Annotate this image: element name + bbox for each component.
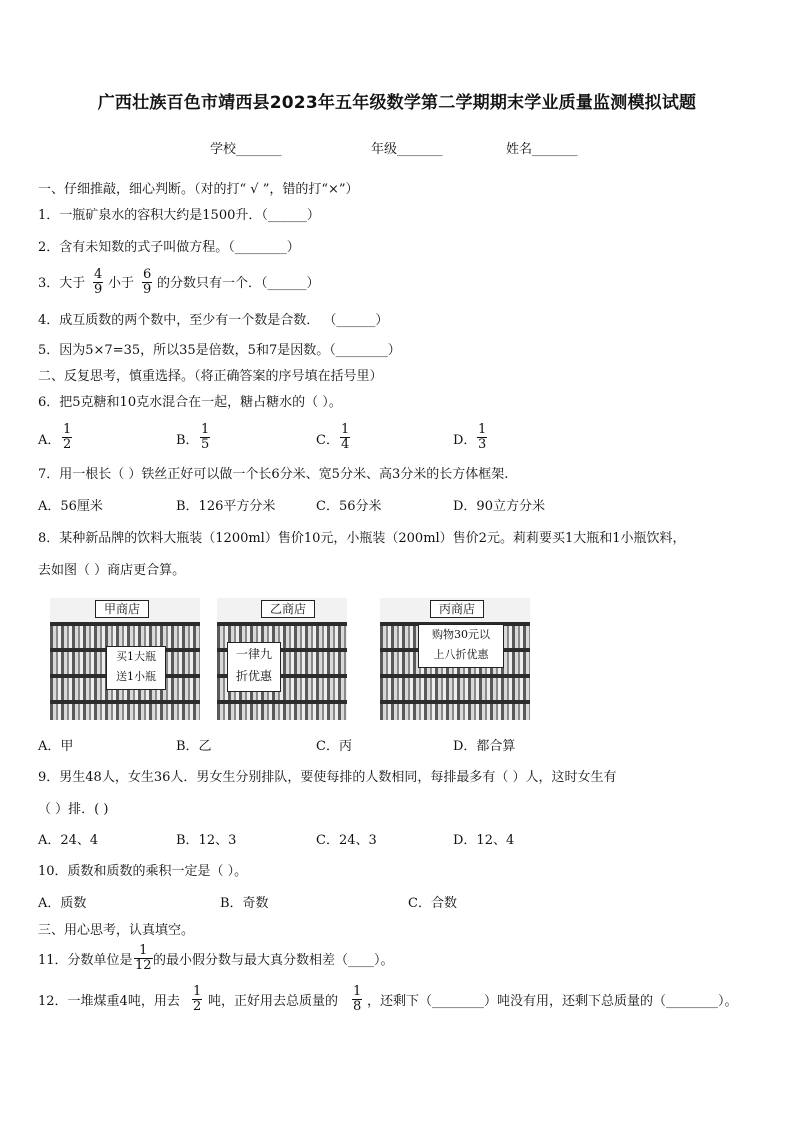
q3-f2-denominator: 9 (143, 282, 152, 297)
q6-b-numerator: 1 (201, 422, 210, 437)
question-8-line-2: 去如图（ ）商店更合算。 (38, 563, 186, 578)
section-1-heading: 一、仔细推敲，细心判断。（对的打“ √ ”，错的打“×”） (38, 182, 359, 197)
q11-denominator: 12 (135, 958, 152, 973)
q3-suffix: 的分数只有一个．（______） (157, 276, 320, 291)
q3-mid: 小于 (108, 276, 135, 291)
q6-option-d-fraction (477, 423, 487, 452)
q10-option-b: B．奇数 (220, 896, 269, 911)
q12-f1-numerator: 1 (193, 984, 202, 999)
name-field[interactable]: 姓名_______ (506, 142, 578, 157)
shop-jia-promo: 买1大瓶 送1小瓶 (106, 646, 166, 690)
q3-prefix: 3．大于 (38, 276, 86, 291)
question-8-line-1: 8．某种新品牌的饮料大瓶装（1200ml）售价10元，小瓶装（200ml）售价2元。莉莉要买1大瓶和1小瓶饮料， (38, 531, 686, 546)
question-2: 2．含有未知数的式子叫做方程。（________） (38, 240, 300, 255)
shop-yi-promo: 一律九 折优惠 (227, 642, 281, 692)
q12-fraction-2 (352, 985, 362, 1014)
q12-mid: 吨，正好用去总质量的 (208, 994, 339, 1009)
q6-option-c-fraction (340, 423, 350, 452)
q3-fraction-2 (142, 268, 152, 297)
section-3-heading: 三、用心思考，认真填空。 (38, 923, 195, 938)
q6-a-denominator: 2 (63, 437, 72, 452)
q11-numerator: 1 (134, 944, 153, 959)
q6-option-c-label: C． (316, 433, 339, 448)
q12-prefix: 12．一堆煤重4吨，用去 (38, 994, 180, 1009)
q7-option-b: B．126平方分米 (176, 499, 276, 514)
q8-option-a: A．甲 (38, 739, 74, 754)
shop-yi-sign: 乙商店 (261, 600, 315, 618)
q3-f1-denominator: 9 (94, 282, 103, 297)
question-5: 5．因为5×7=35，所以35是倍数，5和7是因数。（________） (38, 343, 401, 358)
q12-suffix: ，还剩下（________）吨没有用，还剩下总质量的（________）。 (367, 994, 738, 1009)
q10-option-a: A．质数 (38, 896, 87, 911)
q7-option-a: A．56厘米 (38, 499, 103, 514)
section-2-heading: 二、反复思考，慎重选择。（将正确答案的序号填在括号里） (38, 369, 383, 384)
q6-b-denominator: 5 (201, 437, 210, 452)
q6-a-numerator: 1 (63, 422, 72, 437)
shop-jia-image (50, 598, 200, 720)
q6-option-b-label: B． (176, 433, 199, 448)
q3-f1-numerator: 4 (94, 267, 103, 282)
q7-option-d: D．90立方分米 (453, 499, 545, 514)
question-4: 4．成互质数的两个数中，至少有一个数是合数． （______） (38, 313, 389, 328)
q8-option-b: B．乙 (176, 739, 212, 754)
question-9-line-1: 9．男生48人，女生36人．男女生分别排队，要使每排的人数相同，每排最多有（ ）人，这时女生有 (38, 770, 617, 785)
q12-f2-numerator: 1 (353, 984, 362, 999)
grade-field[interactable]: 年级_______ (371, 142, 443, 157)
q9-option-a: A．24、4 (38, 833, 99, 848)
question-6: 6．把5克糖和10克水混合在一起，糖占糖水的（ ）。 (38, 395, 342, 410)
shop-bing-image (380, 598, 530, 720)
q8-option-d: D．都合算 (453, 739, 516, 754)
question-1: 1．一瓶矿泉水的容积大约是1500升．（______） (38, 208, 320, 223)
school-field[interactable]: 学校_______ (210, 142, 282, 157)
q6-option-b-fraction (200, 423, 210, 452)
q9-option-b: B．12、3 (176, 833, 237, 848)
q3-f2-numerator: 6 (143, 267, 152, 282)
q12-f1-denominator: 2 (193, 999, 202, 1014)
q9-option-d: D．12、4 (453, 833, 515, 848)
page-title: 广西壮族百色市靖西县2023年五年级数学第二学期期末学业质量监测模拟试题 (97, 93, 697, 113)
q6-c-numerator: 1 (341, 422, 350, 437)
q12-fraction-1 (192, 985, 202, 1014)
q10-option-c: C．合数 (408, 896, 457, 911)
q3-fraction-1 (93, 268, 103, 297)
q6-option-a-fraction (62, 423, 72, 452)
q11-prefix: 11．分数单位是 (38, 953, 133, 968)
shop-bing-sign: 丙商店 (430, 600, 484, 618)
q12-f2-denominator: 8 (353, 999, 362, 1014)
q11-fraction (134, 944, 153, 973)
q6-d-denominator: 3 (478, 437, 487, 452)
shop-yi-image (217, 598, 347, 720)
q6-option-d-label: D． (453, 433, 477, 448)
question-7: 7．用一根长（ ）铁丝正好可以做一个长6分米、宽5分米、高3分米的长方体框架. (38, 467, 509, 482)
shop-bing-promo: 购物30元以 上八折优惠 (418, 624, 504, 668)
q6-d-numerator: 1 (478, 422, 487, 437)
question-10: 10．质数和质数的乘积一定是（ ）。 (38, 864, 248, 879)
q7-option-c: C．56分米 (316, 499, 382, 514)
q11-suffix: 的最小假分数与最大真分数相差（____）。 (153, 953, 394, 968)
shop-jia-sign: 甲商店 (95, 600, 149, 618)
question-9-line-2: （ ）排．( ) (38, 802, 109, 817)
q8-option-c: C．丙 (316, 739, 352, 754)
q6-option-a-label: A． (38, 433, 61, 448)
q6-c-denominator: 4 (341, 437, 350, 452)
q9-option-c: C．24、3 (316, 833, 377, 848)
